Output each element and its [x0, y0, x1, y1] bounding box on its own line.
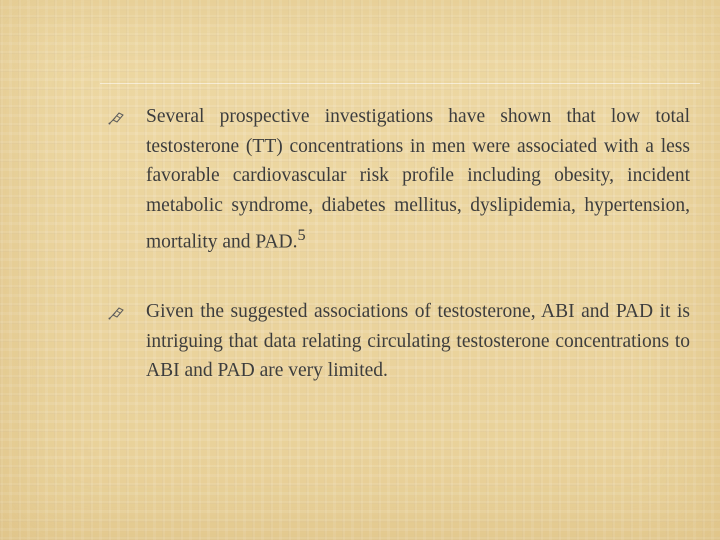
header-divider [100, 83, 700, 84]
pen-nib-bullet-icon [108, 306, 124, 320]
bullet-item [108, 102, 690, 257]
bullet-item [108, 297, 690, 386]
pen-nib-bullet-icon [108, 111, 124, 125]
citation-superscript: 5 [297, 225, 306, 244]
bullet-list [108, 102, 690, 386]
bullet-text: Given the suggested associations of testosterone, ABI and PAD it is intriguing that data relating circulating testosterone concentrations to ABI and PAD are very limited. [146, 301, 690, 382]
bullet-text: Several prospective investigations have shown that low total testosterone (TT) concentrations in men were associated with a less favorable cardiovascular risk profile including obesity, incident metabolic syndrome, diabetes mellitus, dyslipidemia, hypertension, mortality and PAD. [146, 106, 690, 253]
